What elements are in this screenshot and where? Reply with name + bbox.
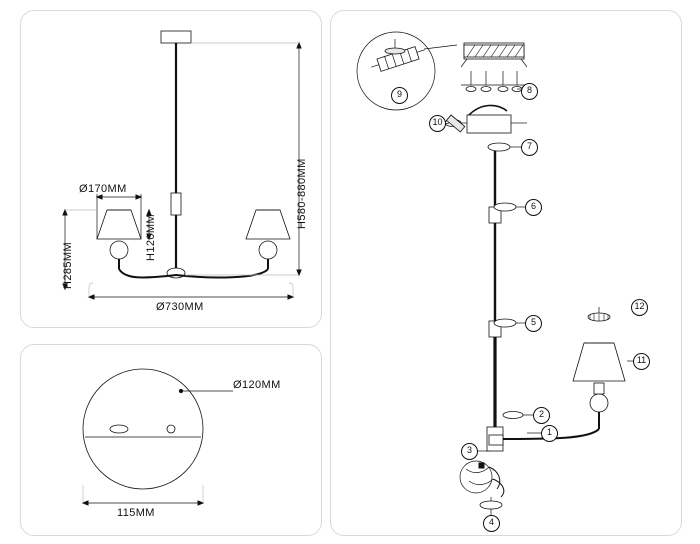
callout-9[interactable]: 9 — [391, 87, 408, 104]
dim-shade-height: H120MM — [145, 213, 157, 261]
wire-bundle — [460, 461, 504, 497]
callout-4[interactable]: 4 — [483, 515, 500, 532]
lower-hub — [487, 394, 608, 451]
callout-6[interactable]: 6 — [525, 199, 542, 216]
shade-assembly — [573, 307, 635, 394]
canopy-detail-graphic — [21, 345, 321, 535]
ring-7 — [488, 143, 523, 151]
callout-11[interactable]: 11 — [633, 353, 650, 370]
callout-5[interactable]: 5 — [525, 315, 542, 332]
panel-front-elevation — [20, 10, 322, 328]
dim-canopy-diameter: Ø120MM — [233, 379, 281, 391]
washer-4 — [480, 497, 502, 515]
dim-overall-height: H285MM — [62, 241, 74, 289]
dim-spread-diameter: Ø730MM — [156, 301, 204, 313]
exploded-assembly-graphic — [331, 11, 681, 535]
callout-10[interactable]: 10 — [429, 115, 446, 132]
callout-3[interactable]: 3 — [461, 443, 478, 460]
ceiling-bracket — [461, 43, 527, 67]
panel-canopy-detail — [20, 344, 322, 536]
callout-7[interactable]: 7 — [521, 139, 538, 156]
dim-canopy-width: 115MM — [117, 507, 155, 519]
screw-set — [461, 71, 527, 92]
dim-shade-diameter: Ø170MM — [79, 183, 127, 195]
ring-5 — [494, 319, 527, 327]
ring-6 — [494, 203, 527, 211]
callout-8[interactable]: 8 — [521, 83, 538, 100]
callout-1[interactable]: 1 — [541, 425, 558, 442]
panel-exploded-assembly — [330, 10, 682, 536]
dim-drop-height: H580-880MM — [296, 158, 308, 229]
callout-2[interactable]: 2 — [533, 407, 550, 424]
callout-12[interactable]: 12 — [631, 299, 648, 316]
